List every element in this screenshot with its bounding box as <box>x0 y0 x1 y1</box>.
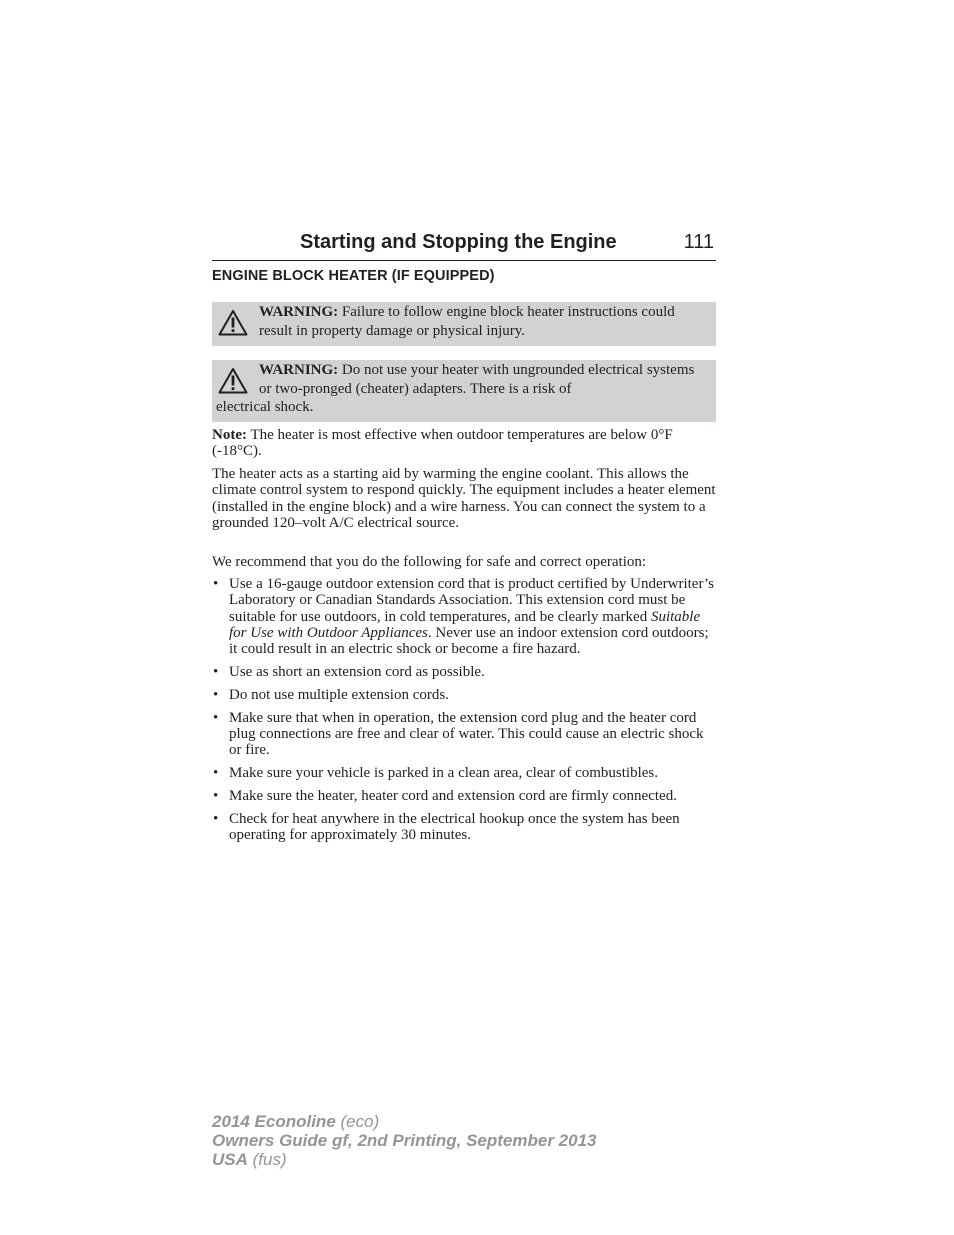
bullet-icon: • <box>213 576 219 592</box>
warning-label: WARNING: <box>259 362 339 378</box>
footer-line <box>212 1150 596 1169</box>
list-item-text: Use a 16-gauge outdoor extension cord that is product certified by Underwriter’s Laboratory or Canadian Standards Association. This extension cord must be suitable for use outdoors, in cold temperatures, and be clearly marked <box>229 576 714 625</box>
warning-text <box>259 303 709 340</box>
body-paragraph: The heater acts as a starting aid by warming the engine coolant. This allows the climate control system to respond quickly. The equipment includes a heater element (installed in the engine block) and a wire harness. You can connect the system to a grounded 120–volt A/C electrical source. <box>212 466 716 531</box>
footer-market: USA <box>212 1150 248 1169</box>
list-item <box>212 710 718 759</box>
list-item-text: . Never use an indoor extension cord outdoors; it could result in an electric shock or become a fire hazard. <box>229 624 709 658</box>
warning-text <box>216 361 709 417</box>
bullet-icon: • <box>213 686 219 703</box>
body-paragraph: We recommend that you do the following for safe and correct operation: <box>212 554 647 570</box>
warning-message: Do not use your heater with ungrounded electrical systems or two-pronged (cheater) adapters. There is a risk of <box>259 362 695 397</box>
footer-edition: Owners Guide gf, 2nd Printing, September 2013 <box>212 1131 597 1150</box>
bullet-icon: • <box>213 764 219 781</box>
warning-label: WARNING: <box>259 304 339 320</box>
footer-code: (fus) <box>247 1150 287 1169</box>
warning-triangle-icon <box>218 367 248 394</box>
warning-triangle-icon <box>218 309 248 336</box>
bullet-icon: • <box>213 787 219 804</box>
list-item-text: Make sure your vehicle is parked in a clean area, clear of combustibles. <box>229 764 658 781</box>
list-item-text: Do not use multiple extension cords. <box>229 686 449 703</box>
footer-line <box>212 1112 596 1131</box>
note-paragraph <box>212 427 718 460</box>
note-label: Note: <box>212 427 247 443</box>
section-heading: ENGINE BLOCK HEATER (IF EQUIPPED) <box>212 268 495 284</box>
bullet-icon: • <box>213 663 219 680</box>
list-item-text: Check for heat anywhere in the electrical hookup once the system has been operating for approximately 30 minutes. <box>229 810 680 843</box>
list-item-text: Make sure that when in operation, the extension cord plug and the heater cord plug connections are free and clear of water. This could cause an electric shock or fire. <box>229 709 704 759</box>
list-item-text: Use as short an extension cord as possible. <box>229 663 485 680</box>
list-item <box>212 664 718 680</box>
recommendation-list <box>212 576 718 850</box>
note-text: The heater is most effective when outdoor temperatures are below 0°F (-18°C). <box>212 427 673 460</box>
footer-code: (eco) <box>335 1112 380 1131</box>
warning-box <box>212 302 716 346</box>
list-item <box>212 765 718 781</box>
warning-message: Failure to follow engine block heater instructions could result in property damage or physical injury. <box>259 304 675 339</box>
list-item-italic: Suitable for Use with Outdoor Appliances <box>229 608 701 641</box>
list-item <box>212 788 718 804</box>
footer-line <box>212 1131 596 1150</box>
warning-box <box>212 360 716 422</box>
footer-model: 2014 Econoline <box>212 1112 336 1131</box>
list-item-text: Make sure the heater, heater cord and extension cord are firmly connected. <box>229 787 677 804</box>
bullet-icon: • <box>213 810 219 827</box>
header-title: Starting and Stopping the Engine <box>300 231 617 253</box>
list-item <box>212 576 718 657</box>
page-number: 111 <box>683 231 714 253</box>
bullet-icon: • <box>213 709 219 726</box>
warning-message-continued: electrical shock. <box>216 399 314 416</box>
page-footer <box>212 1112 596 1169</box>
list-item <box>212 811 718 844</box>
page-header <box>212 228 716 261</box>
list-item <box>212 687 718 703</box>
